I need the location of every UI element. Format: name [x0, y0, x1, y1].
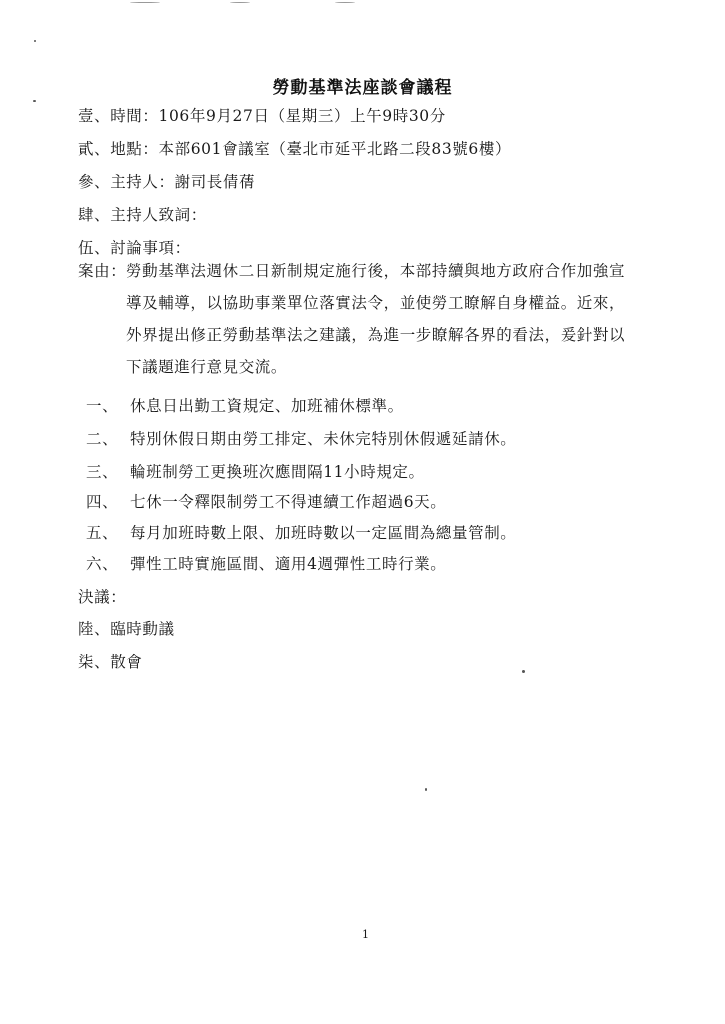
document-title: 勞動基準法座談會議程	[272, 78, 453, 98]
item-text: 彈性工時實施區間、適用4週彈性工時行業。	[130, 555, 447, 573]
discussion-item	[86, 552, 446, 574]
item-text: 七休一令釋限制勞工不得連續工作超過6天。	[130, 493, 447, 511]
reason-line: 下議題進行意見交流。	[126, 358, 288, 376]
scan-speck	[425, 788, 427, 791]
item-number: 五、	[86, 524, 119, 542]
scan-speck	[230, 2, 250, 3]
agenda-adjourn: 柒、散會	[78, 653, 143, 671]
scan-speck	[335, 2, 355, 3]
item-text: 每月加班時數上限、加班時數以一定區間為總量管制。	[130, 524, 517, 542]
scan-speck	[130, 2, 160, 3]
agenda-host-speech: 肆、主持人致詞：	[78, 206, 207, 224]
agenda-discussion: 伍、討論事項：	[78, 239, 191, 257]
agenda-host: 參、主持人：謝司長倩蒨	[78, 173, 256, 191]
agenda-location: 貳、地點：本部601會議室（臺北市延平北路二段83號6樓）	[78, 140, 512, 158]
scan-speck	[34, 40, 36, 42]
discussion-item	[86, 394, 404, 416]
reason-line: 導及輔導，以協助事業單位落實法令，並使勞工瞭解自身權益。近來，	[126, 294, 626, 312]
agenda-time: 壹、時間：106年9月27日（星期三）上午9時30分	[78, 107, 446, 125]
discussion-item	[86, 427, 516, 449]
item-number: 二、	[86, 430, 119, 448]
item-number: 一、	[86, 397, 119, 415]
item-text: 休息日出勤工資規定、加班補休標準。	[130, 397, 404, 415]
discussion-item	[86, 490, 446, 512]
item-number: 三、	[86, 463, 119, 481]
item-number: 四、	[86, 493, 119, 511]
item-text: 輪班制勞工更換班次應間隔11小時規定。	[130, 463, 425, 481]
scan-speck	[522, 670, 525, 673]
resolution-label: 決議：	[78, 588, 127, 606]
page-number: 1	[362, 928, 369, 941]
scan-speck	[33, 100, 36, 102]
discussion-item	[86, 521, 516, 543]
reason-line: 外界提出修正勞動基準法之建議，為進一步瞭解各界的看法，爰針對以	[126, 326, 626, 344]
discussion-item	[86, 460, 425, 482]
reason-label: 案由：	[78, 262, 127, 280]
agenda-extempore: 陸、臨時動議	[78, 620, 175, 638]
item-number: 六、	[86, 555, 119, 573]
reason-line: 勞動基準法週休二日新制規定施行後，本部持續與地方政府合作加強宣	[126, 262, 626, 280]
item-text: 特別休假日期由勞工排定、未休完特別休假遞延請休。	[130, 430, 517, 448]
